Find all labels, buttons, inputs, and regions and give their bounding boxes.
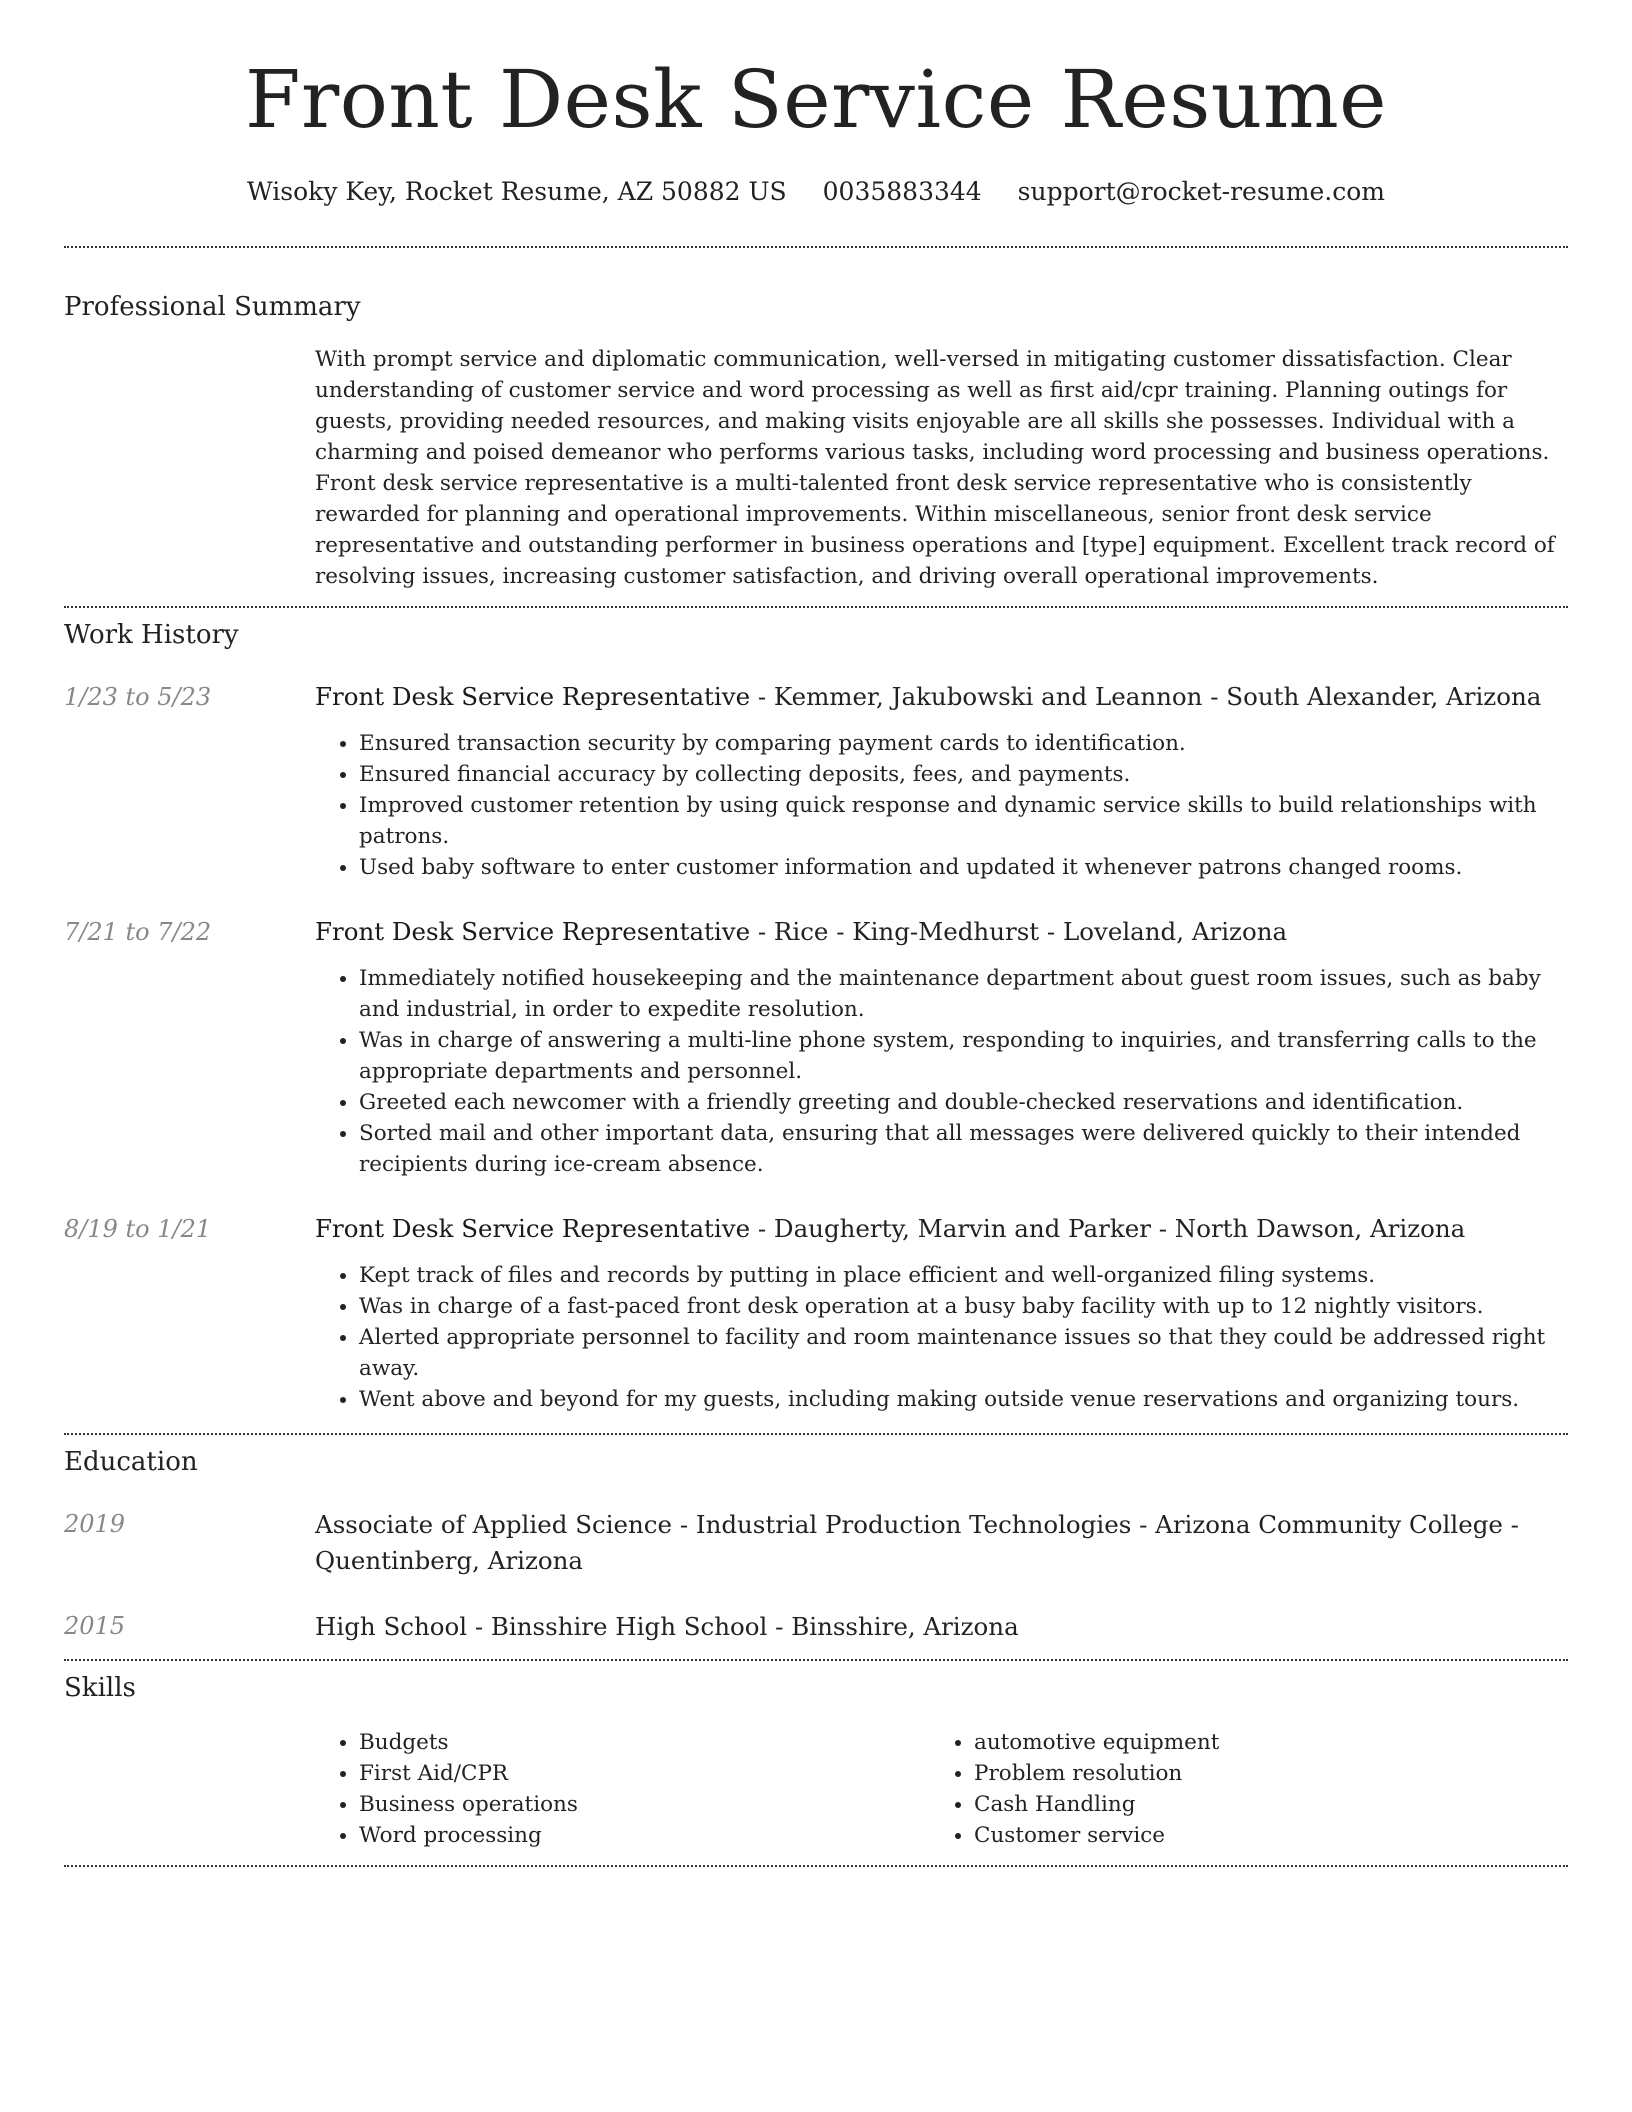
list-item: • Ensured financial accuracy by collecting deposits, fees, and payments.: [359, 759, 1568, 790]
section-title-work-history: Work History: [64, 620, 239, 650]
list-item: • Greeted each newcomer with a friendly greeting and double-checked reservations and identification.: [359, 1087, 1568, 1118]
divider: [64, 1865, 1568, 1867]
job-entry: [64, 680, 1568, 883]
education-heading: [315, 1609, 1568, 1645]
job-title: Front Desk Service Representative: [315, 682, 751, 711]
job-bullets: [315, 963, 1568, 1180]
list-item: • Kept track of files and records by putting in place efficient and well-organized filing systems.: [359, 1260, 1568, 1291]
skill-item: • Customer service: [974, 1820, 1545, 1851]
skills-list: [64, 1727, 1568, 1851]
education-school: - Binsshire High School - Binsshire, Arizona: [467, 1612, 1019, 1641]
list-item: • Went above and beyond for my guests, including making outside venue reservations and organizing tours.: [359, 1384, 1568, 1415]
job-title: Front Desk Service Representative: [315, 917, 751, 946]
job-entry: [64, 1212, 1568, 1415]
list-item: • Was in charge of a fast-paced front desk operation at a busy baby facility with up to 12 nightly visitors.: [359, 1291, 1568, 1322]
job-employer: - Kemmer, Jakubowski and Leannon - South Alexander, Arizona: [750, 682, 1542, 711]
job-dates: 1/23 to 5/23: [64, 683, 212, 711]
section-title-education: Education: [64, 1447, 198, 1477]
contact-phone: 0035883344: [822, 177, 982, 206]
job-bullets: [315, 1260, 1568, 1415]
contact-line: [64, 176, 1568, 208]
education-year: 2015: [64, 1612, 126, 1640]
skill-item: • Word processing: [359, 1820, 930, 1851]
contact-address: Wisoky Key, Rocket Resume, AZ 50882 US: [247, 177, 787, 206]
divider: [64, 606, 1568, 608]
job-entry: [64, 915, 1568, 1180]
section-title-summary: Professional Summary: [64, 292, 361, 322]
job-employer: - Rice - King-Medhurst - Loveland, Arizona: [750, 917, 1288, 946]
education-year: 2019: [64, 1510, 126, 1538]
list-item: • Immediately notified housekeeping and the maintenance department about guest room issues, such as baby and industrial, in order to expedite resolution.: [359, 963, 1568, 1025]
job-dates: 8/19 to 1/21: [64, 1215, 212, 1243]
education-heading: [315, 1507, 1568, 1579]
job-heading: [315, 1212, 1568, 1246]
list-item: • Alerted appropriate personnel to facility and room maintenance issues so that they could be addressed right away.: [359, 1322, 1568, 1384]
divider: [64, 1433, 1568, 1435]
education-entry: [64, 1609, 1568, 1645]
skill-item: • First Aid/CPR: [359, 1758, 930, 1789]
list-item: • Sorted mail and other important data, ensuring that all messages were delivered quickly to their intended recipients during ice-cream absence.: [359, 1118, 1568, 1180]
skill-item: • Cash Handling: [974, 1789, 1545, 1820]
job-bullets: [315, 728, 1568, 883]
skills-column-left: [315, 1727, 930, 1851]
page-title: Front Desk Service Resume: [244, 53, 1388, 146]
job-heading: [315, 680, 1568, 714]
job-title: Front Desk Service Representative: [315, 1214, 751, 1243]
skill-item: • Problem resolution: [974, 1758, 1545, 1789]
contact-email: support@rocket-resume.com: [1017, 177, 1385, 206]
job-employer: - Daugherty, Marvin and Parker - North Dawson, Arizona: [750, 1214, 1466, 1243]
skill-item: • Business operations: [359, 1789, 930, 1820]
summary-text: With prompt service and diplomatic communication, well-versed in mitigating customer dissatisfaction. Clear understanding of customer service and word processing as well as first aid/cpr training. Planning outings for guests, providing needed resources, and making visits enjoyable are all skills she possesses. Individual with a charming and poised demeanor who performs various tasks, including word processing and business operations. Front desk service representative is a multi-talented front desk service representative who is consistently rewarded for planning and operational improvements. Within miscellaneous, senior front desk service representative and outstanding performer in business operations and [type] equipment. Excellent track record of resolving issues, increasing customer satisfaction, and driving overall operational improvements.: [315, 347, 1555, 589]
skills-column-right: [930, 1727, 1545, 1851]
job-heading: [315, 915, 1568, 949]
education-degree: Associate of Applied Science - Industrial Production Technologies: [315, 1510, 1132, 1539]
section-title-skills: Skills: [64, 1673, 136, 1703]
education-degree: High School: [315, 1612, 468, 1641]
list-item: • Used baby software to enter customer information and updated it whenever patrons changed rooms.: [359, 852, 1568, 883]
divider: [64, 1659, 1568, 1661]
job-dates: 7/21 to 7/22: [64, 918, 212, 946]
resume-header: [64, 0, 1568, 208]
education-school: - Arizona Community College - Quentinberg, Arizona: [315, 1510, 1519, 1575]
skill-item: • automotive equipment: [974, 1727, 1545, 1758]
list-item: • Ensured transaction security by comparing payment cards to identification.: [359, 728, 1568, 759]
list-item: • Improved customer retention by using quick response and dynamic service skills to build relationships with patrons.: [359, 790, 1568, 852]
education-entry: [64, 1507, 1568, 1579]
skill-item: • Budgets: [359, 1727, 930, 1758]
divider: [64, 246, 1568, 248]
list-item: • Was in charge of answering a multi-line phone system, responding to inquiries, and transferring calls to the appropriate departments and personnel.: [359, 1025, 1568, 1087]
